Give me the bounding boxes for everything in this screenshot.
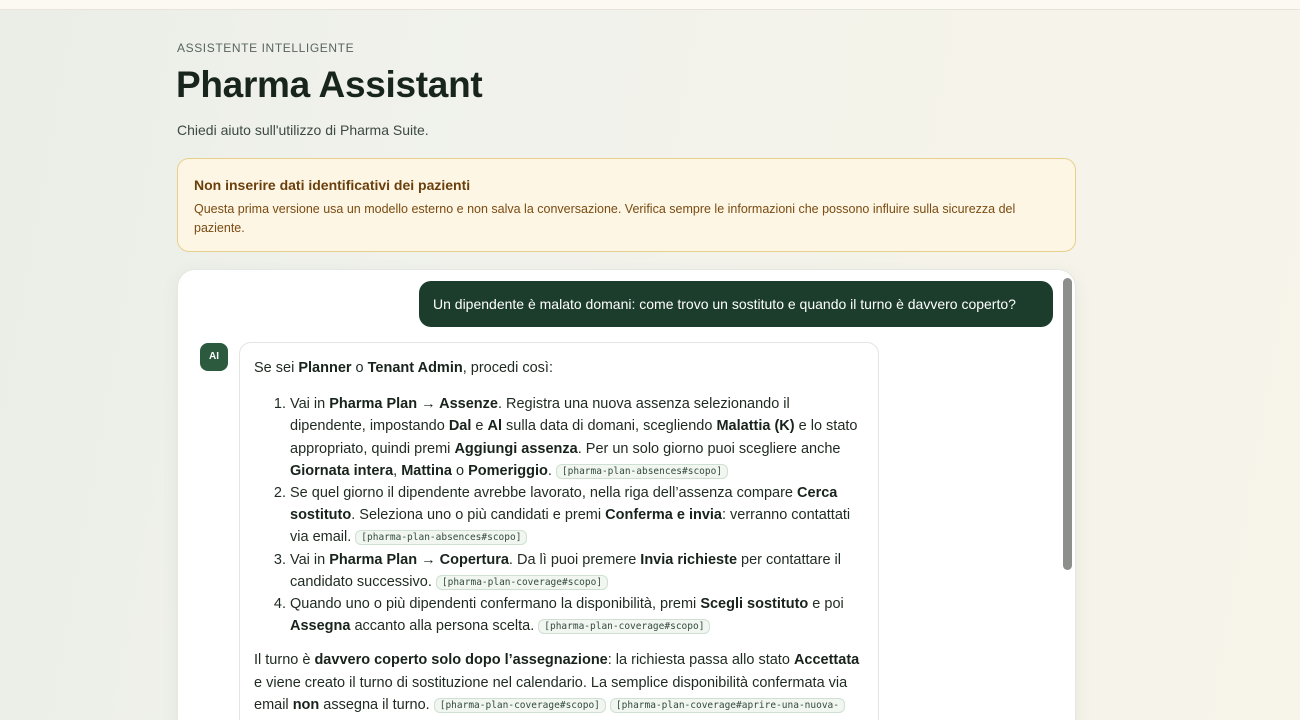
source-citation-tag[interactable]: [pharma-plan-coverage#aprire-una-nuova- (610, 698, 845, 713)
privacy-warning-banner (177, 158, 1076, 252)
source-citation-tag[interactable]: [pharma-plan-absences#scopo] (355, 530, 527, 545)
page-subtitle: Chiedi aiuto sull'utilizzo di Pharma Suite. (177, 122, 429, 138)
answer-intro: Se sei Planner o Tenant Admin, procedi così: (254, 360, 553, 376)
user-message-bubble: Un dipendente è malato domani: come trovo un sostituto e quando il turno è davvero coperto? (419, 281, 1053, 327)
top-bar (0, 0, 1300, 10)
answer-step: 4. Quando uno o più dipendenti confermano la disponibilità, premi Scegli sostituto e poi Assegna accanto alla persona scelta. [pharma-plan-coverage#scopo] (290, 593, 864, 637)
source-citation-tag[interactable]: [pharma-plan-absences#scopo] (556, 464, 728, 479)
page-eyebrow: ASSISTENTE INTELLIGENTE (177, 41, 355, 55)
answer-step: 1. Vai in Pharma Plan → Assenze. Registra una nuova assenza selezionando il dipendente, impostando Dal e Al sulla data di domani, scegliendo Malattia (K) e lo stato appropriato, quindi premi Aggiungi assenza. Per un solo giorno puoi scegliere anche Giornata intera, Mattina o Pomeriggio. [pharma-plan-absences#scopo] (290, 393, 864, 482)
warning-title: Non inserire dati identificativi dei pazienti (194, 177, 471, 193)
assistant-avatar: AI (200, 343, 228, 371)
assistant-message-bubble (239, 342, 879, 720)
source-citation-tag[interactable]: [pharma-plan-coverage#scopo] (436, 575, 608, 590)
answer-step: 2. Se quel giorno il dipendente avrebbe lavorato, nella riga dell’assenza compare Cerca sostituto. Seleziona uno o più candidati e premi Conferma e invia: verranno contattati via email. [pharma-plan-absences#scopo] (290, 482, 864, 549)
answer-steps-list (254, 393, 864, 637)
source-citation-tag[interactable]: [pharma-plan-coverage#scopo] (434, 698, 606, 713)
answer-step: 3. Vai in Pharma Plan → Copertura. Da lì puoi premere Invia richieste per contattare il candidato successivo. [pharma-plan-coverage#scopo] (290, 549, 864, 593)
chat-scrollbar[interactable] (1063, 278, 1072, 570)
source-citation-tag[interactable]: [pharma-plan-coverage#scopo] (538, 619, 710, 634)
warning-text: Questa prima versione usa un modello esterno e non salva la conversazione. Verifica sempre le informazioni che possono influire sulla sicurezza del paziente. (194, 202, 1016, 235)
answer-closing: Il turno è davvero coperto solo dopo l’assegnazione: la richiesta passa allo stato Accettata e viene creato il turno di sostituzione nel calendario. La semplice disponibilità confermata via email non assegna il turno. [pharma-plan-coverage#scopo] [pharma-plan-coverage#aprire-una-nuova- (254, 652, 860, 713)
page-title: Pharma Assistant (176, 64, 483, 105)
